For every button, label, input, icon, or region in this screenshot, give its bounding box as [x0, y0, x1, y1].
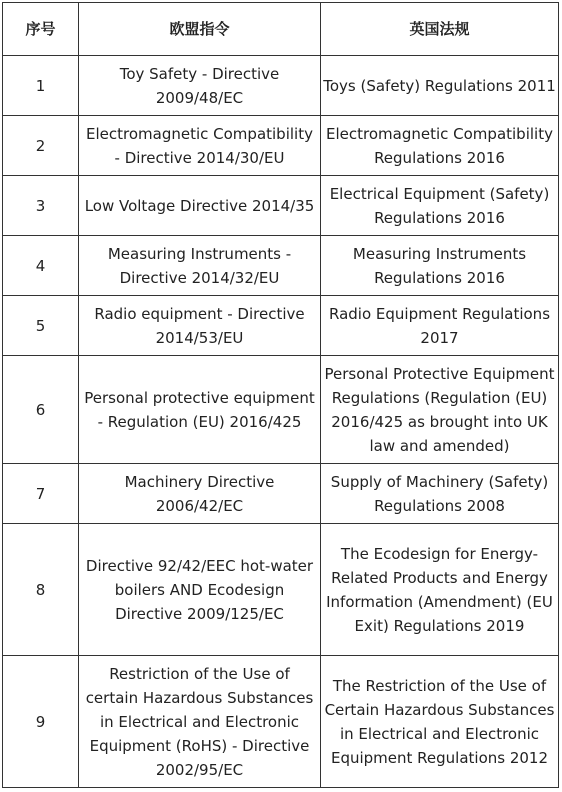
uk-regulation-cell: Electromagnetic Compatibility Regulations 2016: [321, 116, 559, 176]
header-uk-regulation: 英国法规: [321, 3, 559, 56]
eu-directive-cell: Low Voltage Directive 2014/35: [79, 176, 321, 236]
header-row: [3, 3, 559, 56]
uk-regulation-cell: Personal Protective Equipment Regulations (Regulation (EU) 2016/425 as brought into UK law and amended): [321, 356, 559, 464]
uk-regulation-cell: Supply of Machinery (Safety) Regulations 2008: [321, 464, 559, 524]
row-number: 2: [3, 116, 79, 176]
row-number: 6: [3, 356, 79, 464]
header-number: 序号: [3, 3, 79, 56]
table-row: [3, 464, 559, 524]
table-row: [3, 296, 559, 356]
row-number: 5: [3, 296, 79, 356]
uk-regulation-cell: Radio Equipment Regulations 2017: [321, 296, 559, 356]
table-row: [3, 356, 559, 464]
table-row: [3, 116, 559, 176]
eu-directive-cell: Restriction of the Use of certain Hazardous Substances in Electrical and Electronic Equipment (RoHS) - Directive 2002/95/EC: [79, 656, 321, 788]
row-number: 7: [3, 464, 79, 524]
uk-regulation-cell: The Ecodesign for Energy-Related Products and Energy Information (Amendment) (EU Exit) Regulations 2019: [321, 524, 559, 656]
row-number: 9: [3, 656, 79, 788]
uk-regulation-cell: Toys (Safety) Regulations 2011: [321, 56, 559, 116]
eu-directive-cell: Directive 92/42/EEC hot-water boilers AND Ecodesign Directive 2009/125/EC: [79, 524, 321, 656]
eu-directive-cell: Machinery Directive 2006/42/EC: [79, 464, 321, 524]
uk-regulation-cell: The Restriction of the Use of Certain Hazardous Substances in Electrical and Electronic Equipment Regulations 2012: [321, 656, 559, 788]
table-row: [3, 236, 559, 296]
row-number: 1: [3, 56, 79, 116]
row-number: 8: [3, 524, 79, 656]
eu-directive-cell: Toy Safety - Directive 2009/48/EC: [79, 56, 321, 116]
table-row: [3, 56, 559, 116]
row-number: 3: [3, 176, 79, 236]
regulations-table: [2, 2, 559, 788]
eu-directive-cell: Radio equipment - Directive 2014/53/EU: [79, 296, 321, 356]
table-body: [3, 56, 559, 788]
eu-directive-cell: Electromagnetic Compatibility - Directive 2014/30/EU: [79, 116, 321, 176]
table-header: [3, 3, 559, 56]
uk-regulation-cell: Electrical Equipment (Safety) Regulations 2016: [321, 176, 559, 236]
eu-directive-cell: Personal protective equipment - Regulation (EU) 2016/425: [79, 356, 321, 464]
row-number: 4: [3, 236, 79, 296]
header-eu-directive: 欧盟指令: [79, 3, 321, 56]
table-row: [3, 176, 559, 236]
regulations-table-wrapper: [2, 2, 559, 788]
table-row: [3, 524, 559, 656]
eu-directive-cell: Measuring Instruments - Directive 2014/32/EU: [79, 236, 321, 296]
table-row: [3, 656, 559, 788]
uk-regulation-cell: Measuring Instruments Regulations 2016: [321, 236, 559, 296]
